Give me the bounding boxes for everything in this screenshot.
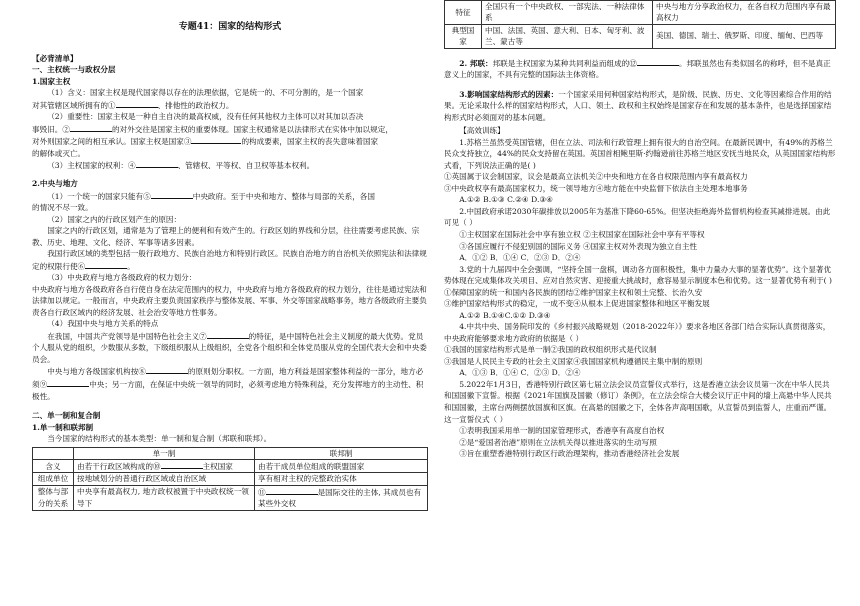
table-cell: 享有相对主权的完整政治实体 xyxy=(255,473,428,485)
question: 1.苏格兰虽然受英国管辖，但在立法、司法和行政管理上拥有很大的自治空间。在最新民调中，有49%的苏格兰民众支持独立，44%的民众支持留在英国。英国首相鲍里斯·约翰逊前往苏格兰地区安抚当地民众，从英国国家结构形式看，下列说法正确的是( ) xyxy=(444,137,836,170)
table-header-cell: 单一制 xyxy=(74,447,255,459)
fill-blank xyxy=(266,486,318,495)
question-option: ③各国应履行不侵犯别国的国际义务 ④国家主权对外表现为独立自主性 xyxy=(459,241,698,251)
paragraph: 事毁旧。② 的对外交往是国家主权的重要体现。国家主权通常是以法律形式在实体中加以规定， xyxy=(32,124,393,134)
question: 3.党的十九届四中全会强调，“坚持全国一盘棋，调动各方面积极性，集中力量办大事的显著优势”。这个显著优势体现在完成集体攻关项目、应对自然灾害、迎接重大挑战时，愈容易显示制度本色和优势。这一显著优势有利于( ) xyxy=(444,264,833,286)
comparison-table-continued xyxy=(444,0,836,49)
table-cell: 由若干成员单位组成的联盟国家 xyxy=(255,460,428,473)
question-option: ③中央政权享有最高国家权力，统一领导地方④地方能在中央监督下依法自主处理本地事务 xyxy=(444,183,748,193)
question-answers: A．①③ B．①④ C．②③ D．②④ xyxy=(459,368,581,378)
table-row xyxy=(33,473,428,485)
question-option: ③我国是人民民主专政的社会主义国家④我国国家机构遵循民主集中制的原则 xyxy=(444,356,703,366)
section-heading: 二、单一制和复合制 xyxy=(32,411,101,421)
table-header-row xyxy=(33,447,428,459)
question-option: ②是“爱国者治港”原则在立法机关得以推进落实的生动写照 xyxy=(459,437,657,447)
fill-blank xyxy=(151,190,193,199)
question-answers: A.①② B.①④C.①② D.③④ xyxy=(459,310,551,320)
fill-blank xyxy=(637,57,679,66)
table-cell: 中央享有最高权力, 地方政权被置于中央政权统一领导下 xyxy=(74,485,255,510)
question: 5.2022年1月3日，香港特别行政区第七届立法会议员宣誓仪式举行，这是香港立法会议员第一次在中华人民共和国国徽下宣誓。根据《2021年国旗及国徽（修订）条例》，在立法会综合大楼会议厅正中间的墙上高悬中华人民共和国国徽，主席台两侧摆放国旗和区旗。在高悬的国徽之下，全体各声高唱国歌，从宣誓员到监誓人，庄重而严谨。这一宣誓仪式（ ） xyxy=(444,379,832,424)
fill-blank xyxy=(47,378,89,387)
table-cell: 全国只有一个中央政权、一部宪法、一种法律体系 xyxy=(482,1,653,25)
table-row-label: 典型国家 xyxy=(445,24,482,48)
section-heading: 一、主权统一与政权分层 xyxy=(32,65,116,75)
question: 4.中共中央、国务院印发的《乡村振兴战略规划（2018-2022年）》要求各地区各部门结合实际认真贯彻落实，中央政府能够要求地方政府的依据是（ ） xyxy=(444,322,831,343)
paragraph: 国家之内的行政区划，通常是为了管理上的便利和有效产生的。行政区划的界线和分层，往往需要考虑民族、宗教、历史、地理、文化、经济、军事等诸多因素。 xyxy=(32,226,420,247)
paragraph: （4）我国中央与地方关系的特点 xyxy=(47,319,159,329)
paragraph: 的解体或灭亡。 xyxy=(32,148,86,158)
table-cell: ⑪ 是国际交往的主体, 其成员也有某些外交权 xyxy=(255,485,428,510)
fill-blank xyxy=(161,460,203,469)
paragraph: 2. 邦联：邦联是主权国家为某种共同利益而组成的⑫ 。邦联虽然也有类似国名的称呼，但不是真正意义上的国家，不具有完整的国际法主体资格。 xyxy=(444,58,831,80)
table-row-label: 特征 xyxy=(445,1,482,25)
question-option: ③维护国家结构形式的稳定，一成不变④从根本上促进国家整体和地区平衡发展 xyxy=(444,299,710,309)
subsection-heading: 2.中央与地方 xyxy=(32,178,78,188)
paragraph: 对其管辖区域所拥有的① 、排他性的政治权力。 xyxy=(32,100,234,110)
paragraph: 我国行政区域的类型包括一般行政地方、民族自治地方和特别行政区。民族自治地方的自治机关依照宪法和法律规定的权限行使⑥ 。 xyxy=(32,249,427,271)
paragraph: （2）国家之内的行政区划产生的原因： xyxy=(47,214,182,224)
paragraph: 中央政府与地方各级政府各自行使自身在法定范围内的权力，中央政府与地方各级政府的权力划分，往往是通过宪法和法律加以规定。一般而言，中央政府主要负责国家秩序与整体发展、军事、外交等国家战略事务，地方各级政府主要负责各自行政区域内的经济发展、社会治安等地方性事务。 xyxy=(32,284,427,317)
paragraph: 的情况不尽一致。 xyxy=(32,203,93,213)
fill-blank xyxy=(207,330,249,339)
table-intro: 当今国家的结构形式的基本类型：单一制和复合制（邦联和联邦）。 xyxy=(47,434,272,444)
table-row xyxy=(445,24,836,48)
paragraph: 在我国，中国共产党领导是中国特色社会主义⑦ 的特征，是中国特色社会主义制度的最大优势。党员个人服从党的组织，少数服从多数，下级组织服从上级组织，全党各个组织和全体党员服从党的全国代表大会和中央委员会。 xyxy=(32,331,427,364)
question-option: ①英国属于议会制国家，议会是最高立法机关②中央和地方在各自权限范围内享有最高权力 xyxy=(444,172,748,182)
question-option: ①我国的国家结构形式是单一制②我国的政权组织形式是代议制 xyxy=(444,345,657,355)
comparison-table xyxy=(32,447,428,511)
fill-blank xyxy=(146,365,188,374)
paragraph: （2）重要性：国家主权是一种自主自决的最高权威，没有任何其他权力主体可以对其加以否决 xyxy=(47,112,364,122)
table-header-cell: 联邦制 xyxy=(255,447,428,459)
table-row xyxy=(33,485,428,510)
page-title: 专题41：国家的结构形式 xyxy=(178,22,282,32)
fill-blank xyxy=(191,135,241,144)
question-answers: A.①② B.①③ C.②④ D.③④ xyxy=(459,195,553,205)
question-answers: A．①② B．①④ C．②③ D．②④ xyxy=(459,253,581,263)
table-row-label: 组成单位 xyxy=(33,473,74,485)
fill-blank xyxy=(116,99,158,108)
table-cell: 中国、法国、英国、意大利、日本、匈牙利、波兰、蒙古等 xyxy=(482,24,653,48)
paragraph: （3）主权国家的权利：④ 、管辖权、平等权、自卫权等基本权利。 xyxy=(47,161,315,171)
fill-blank xyxy=(70,123,112,132)
table-cell: 中央与地方分享政治权力，在各自权力范围内享有最高权力 xyxy=(653,1,836,25)
table-row xyxy=(445,1,836,25)
paragraph: 中央与地方各级国家机构按⑧ 的原则划分职权。一方面，地方利益是国家整体利益的一部分，地方必须⑨ 中央；另一方面，在保证中央统一领导的同时，必须考虑地方特殊利益，充分发挥地方的主动性、积极性。 xyxy=(32,367,424,401)
question-option: ③旨在重塑香港特别行政区行政治理架构，推动香港经济社会发展 xyxy=(459,449,680,459)
fill-blank xyxy=(136,159,178,168)
table-cell: 美国、德国、瑞士、俄罗斯、印度、缅甸、巴西等 xyxy=(653,24,836,48)
question: 2.中国政府承诺2030年碳排放以2005年为基准下降60-65%。但坚决拒绝海外监督机构检查其减排进展。由此可见（ ） xyxy=(444,206,831,228)
question-option: ①保障国家的统一和国内各民族的团结②维护国家主权和领土完整、长治久安 xyxy=(444,287,703,297)
practice-heading: 【高效训练】 xyxy=(459,126,505,136)
fill-blank xyxy=(85,260,127,269)
table-cell: 按地域划分的普通行政区域或自治区域 xyxy=(74,473,255,485)
paragraph: （1）一个统一的国家只能有⑤ 中央政府。至于中央和地方、整体与局部的关系，各国 xyxy=(47,191,375,201)
table-row-label: 整体与部分的关系 xyxy=(33,485,74,510)
paragraph: （1）含义：国家主权是现代国家得以存在的法理依据，它是统一的、不可分割的，是一个国家 xyxy=(47,88,364,98)
paragraph: 对外则国家之间的相互承认。国家主权是国家③ 的构成要素，国家主权的丧失意味着国家 xyxy=(32,137,379,147)
table-cell: 由若干行政区域构成的⑩ 主权国家 xyxy=(74,460,255,473)
right-column xyxy=(444,0,836,460)
paragraph: （3）中央政府与地方各级政府的权力划分： xyxy=(47,273,197,283)
question-option: ①主权国家在国际社会中享有独立权 ②主权国家在国际社会中享有平等权 xyxy=(459,230,705,239)
left-column xyxy=(32,0,428,511)
table-row xyxy=(33,460,428,473)
question-option: ①表明我国采用单一制的国家管理形式，香港享有高度自治权 xyxy=(459,426,665,436)
subsection-heading: 1.单一制和联邦制 xyxy=(32,422,94,432)
table-row-label: 含义 xyxy=(33,460,74,473)
table-header-cell xyxy=(33,447,74,459)
paragraph: 3.影响国家结构形式的因素：一个国家采用何种国家结构形式，是阶级、民族、历史、文化等因素综合作用的结果。无论采取什么样的国家结构形式，人口、领土、政权和主权始终是国家存在和发展的基本条件，也是选择国家结构形式时必须面对的基本问题。 xyxy=(444,89,832,122)
must-list-heading: 【必背清单】 xyxy=(32,53,78,63)
subsection-heading: 1.国家主权 xyxy=(32,76,71,86)
